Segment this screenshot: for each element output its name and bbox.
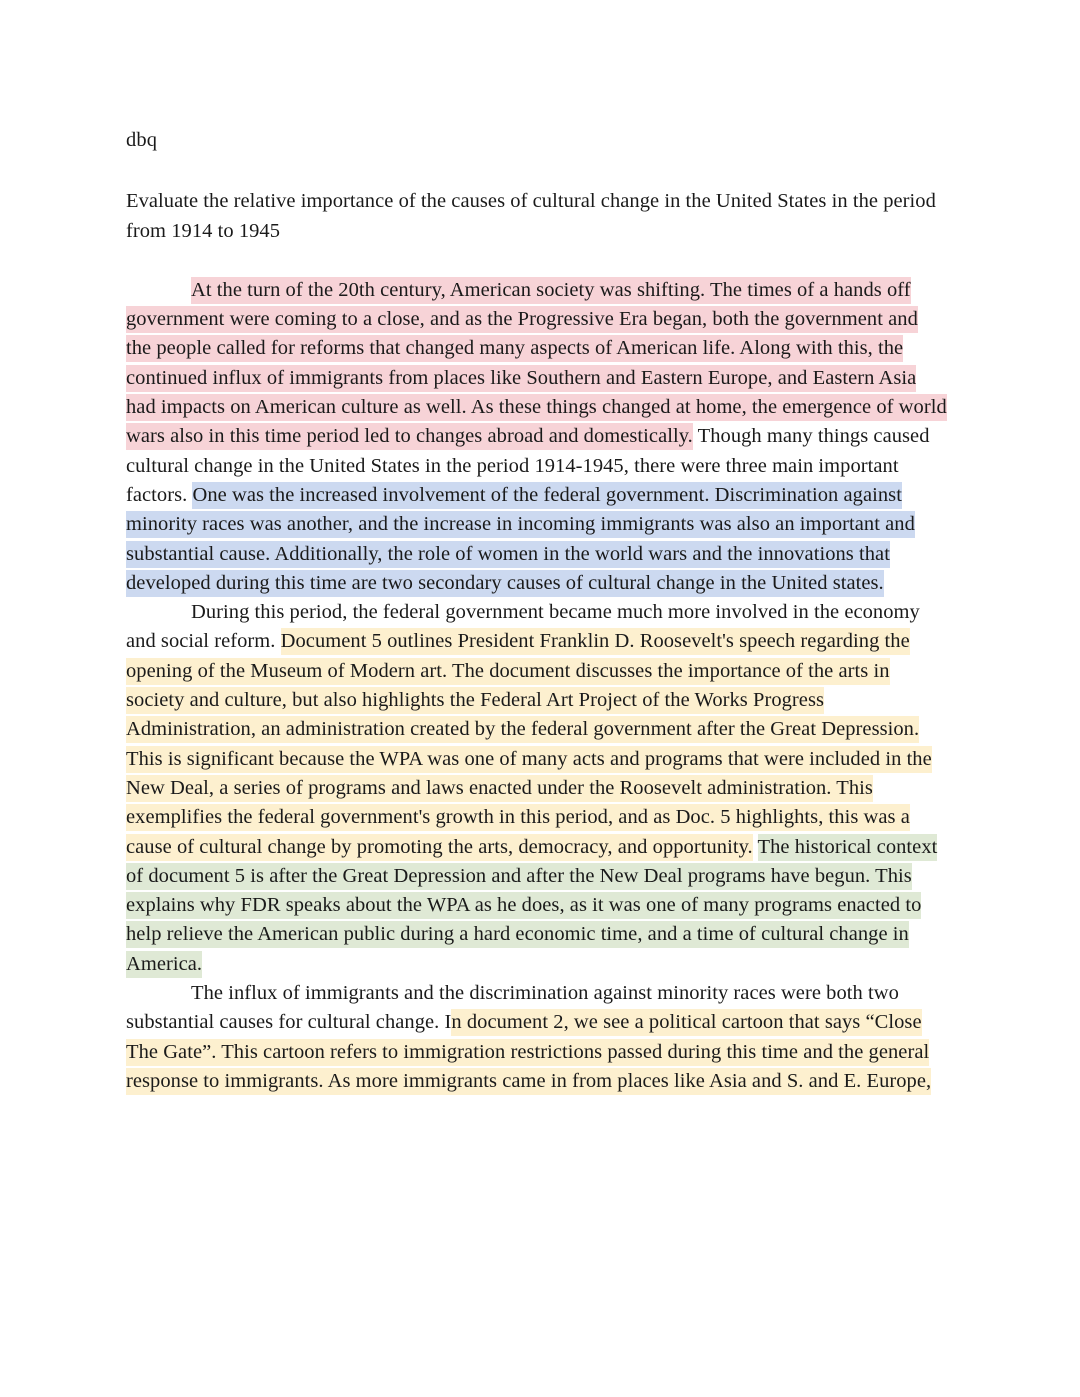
paragraph-intro [126,276,948,598]
plain-run-1: Though many things caused cultural change in the United States in the period 1914-1945, there were three main important factors. [126,425,930,506]
plain-run-2 [753,836,758,858]
paragraph-federal-government [126,598,948,979]
essay-body [126,276,948,1096]
essay-prompt: Evaluate the relative importance of the causes of cultural change in the United States in the period from 1914 to 1945 [126,190,936,242]
highlight-yellow-run-1: Document 5 outlines President Franklin D. Roosevelt's speech regarding the opening of the Museum of Modern art. The document discusses the importance of the arts in society and culture, but also highlights the Federal Art Project of the Works Progress Administration, an administration created by the federal government after the Great Depression. This is significant because the WPA was one of many acts and programs that were included in the New Deal, a series of programs and laws enacted under the Roosevelt administration. This exemplifies the federal government's growth in this period, and as Doc. 5 highlights, this was a cause of cultural change by promoting the arts, democracy, and opportunity. [126,628,932,860]
paragraph-immigration [126,979,948,1096]
highlight-yellow-run-1: n document 2, we see a political cartoon that says “Close The Gate”. This cartoon refers to immigration restrictions passed during this time and the general response to immigrants. As more immigrants came in from places like Asia and S. and E. Europe, [126,1009,931,1095]
plain-run-0: The influx of immigrants and the discrimination against minority races were both two substantial causes for cultural change. I [126,982,899,1034]
highlight-green-run-3: The historical context of document 5 is after the Great Depression and after the New Deal programs have begun. This explains why FDR speaks about the WPA as he does, as it was one of many programs enacted to help relieve the American public during a hard economic time, and a time of cultural change in America. [126,834,937,978]
document-heading: dbq [126,129,158,151]
highlight-pink-run-0: At the turn of the 20th century, American society was shifting. The times of a hands off government were coming to a close, and as the Progressive Era began, both the government and the people called for reforms that changed many aspects of American life. Along with this, the continued influx of immigrants from places like Southern and Eastern Europe, and Eastern Asia had impacts on American culture as well. As these things changed at home, the emergence of world wars also in this time period led to changes abroad and domestically. [126,277,947,450]
highlight-blue-run-2: One was the increased involvement of the federal government. Discrimination against minority races was another, and the increase in incoming immigrants was also an important and substantial cause. Additionally, the role of women in the world wars and the innovations that developed during this time are two secondary causes of cultural change in the United states. [126,482,915,597]
plain-run-0: During this period, the federal government became much more involved in the economy and social reform. [126,601,920,653]
